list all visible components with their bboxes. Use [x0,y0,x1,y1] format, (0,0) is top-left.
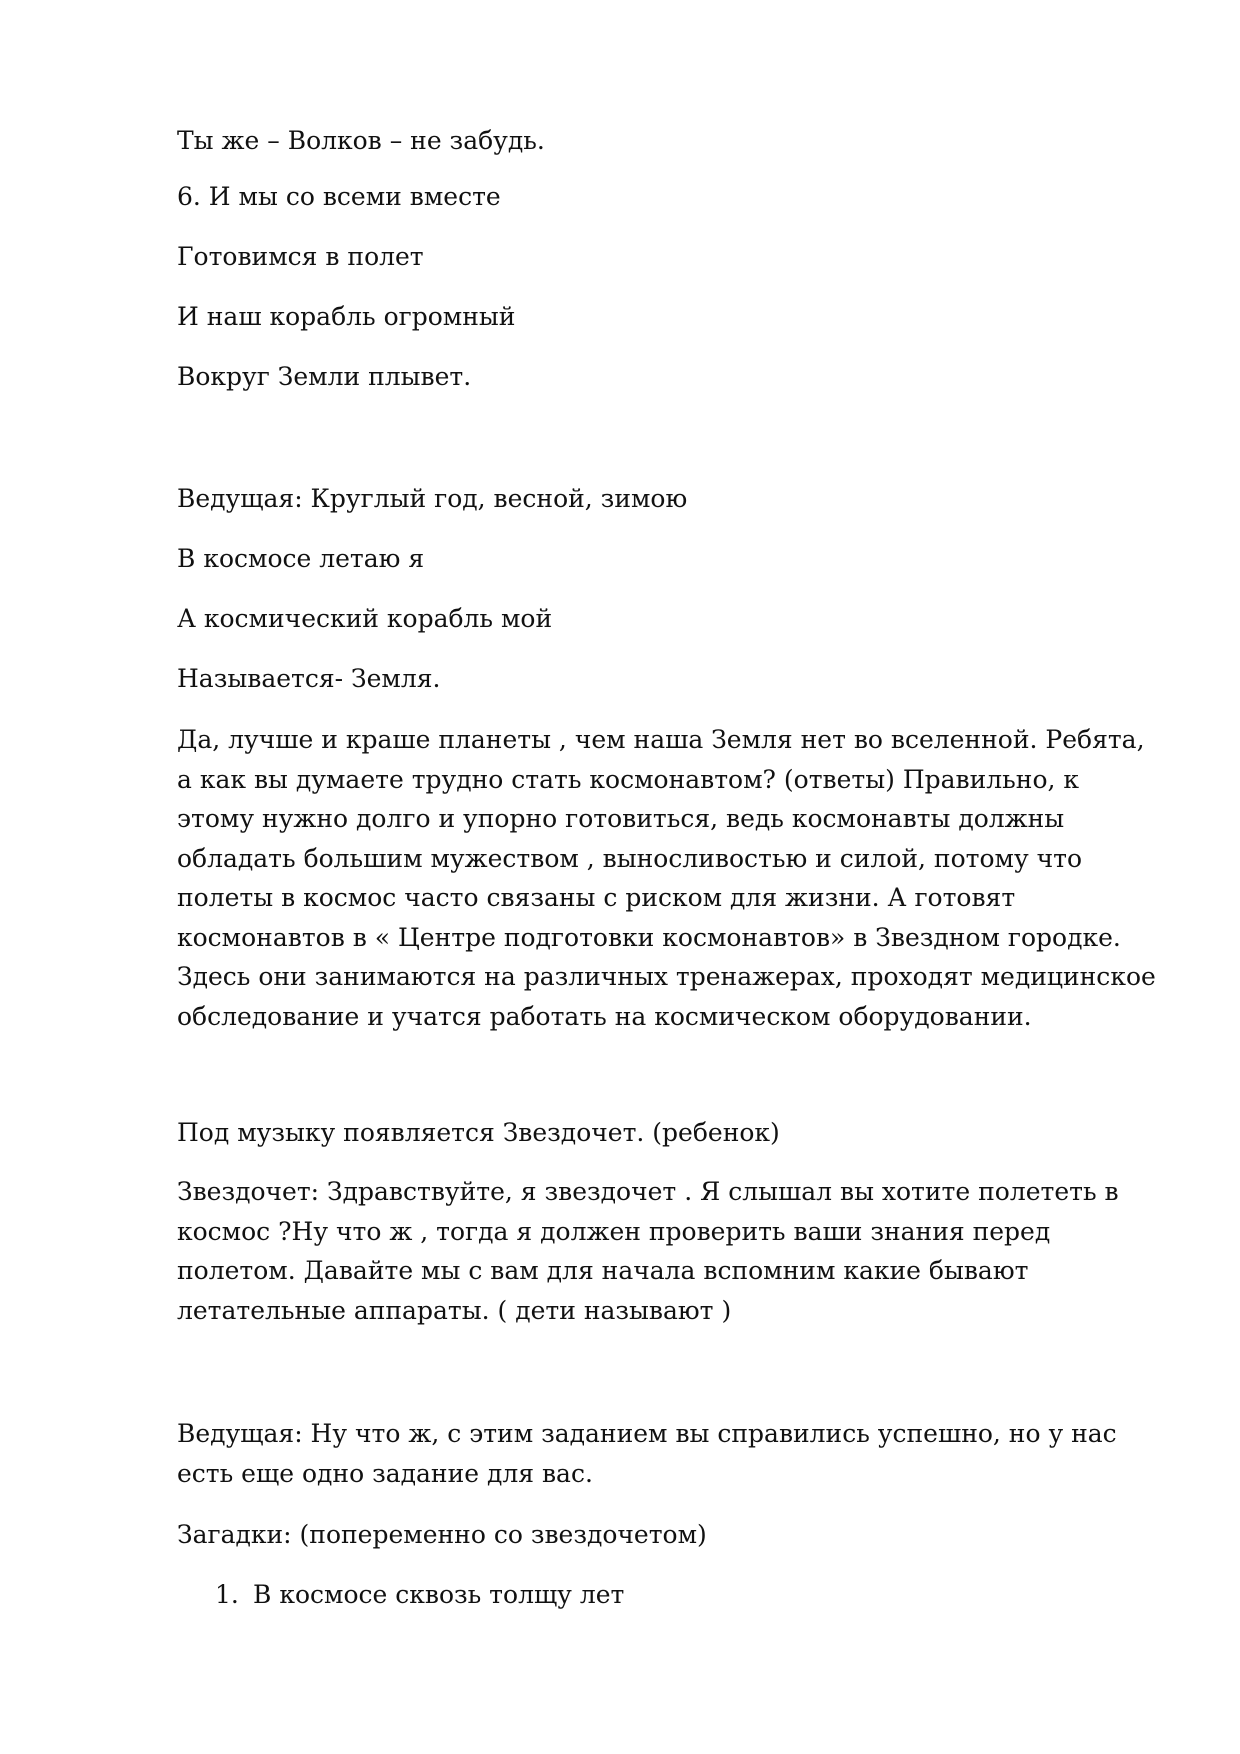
paragraph-row: летательные аппараты. ( дети называют ) [177,1295,732,1325]
paragraph-row: полеты в космос часто связаны с риском для жизни. А готовят [177,883,1016,912]
paragraph-row: Звездочет: Здравствуйте, я звездочет . Я слышал вы хотите полететь в [177,1177,1119,1206]
host-task-paragraph [177,1414,1167,1493]
paragraph-row: есть еще одно задание для вас. [177,1458,593,1488]
poem-line: 6. И мы со всеми вместе [177,182,501,211]
riddles-heading: Загадки: (попеременно со звездочетом) [177,1520,707,1549]
paragraph-row: Ведущая: Ну что ж, с этим заданием вы справились успешно, но у нас [177,1419,1117,1448]
paragraph-row: Здесь они занимаются на различных тренажерах, проходят медицинское [177,962,1156,991]
paragraph-row: обследование и учатся работать на космическом оборудовании. [177,1001,1032,1031]
poem-line: Называется- Земля. [177,664,441,693]
host-speech-paragraph [177,720,1167,1036]
paragraph-row: этому нужно долго и упорно готовиться, ведь космонавты должны [177,804,1065,833]
paragraph-row: космонавтов в « Центре подготовки космонавтов» в Звездном городке. [177,922,1121,952]
paragraph-row: полетом. Давайте мы с вам для начала вспомним какие бывают [177,1256,1029,1285]
poem-line: Готовимся в полет [177,242,424,271]
paragraph-row: космос ?Ну что ж , тогда я должен проверить ваши знания перед [177,1216,1051,1246]
poem-line: А космический корабль мой [177,604,553,633]
poem-line: В космосе летаю я [177,544,425,573]
poem-line: Ведущая: Круглый год, весной, зимою [177,484,688,513]
poem-line: Вокруг Земли плывет. [177,362,472,391]
list-item-text: В космосе сквозь толщу лет [253,1580,625,1609]
list-item-number: 1. [215,1580,239,1609]
paragraph-row: Да, лучше и краше планеты , чем наша Земля нет во вселенной. Ребята, [177,725,1145,754]
paragraph-row: а как вы думаете трудно стать космонавтом? (ответы) Правильно, к [177,764,1080,794]
poem-line: И наш корабль огромный [177,302,516,331]
stage-direction: Под музыку появляется Звездочет. (ребенок) [177,1118,780,1147]
list-item [215,1580,624,1610]
paragraph-row: обладать большим мужеством , выносливостью и силой, потому что [177,843,1083,873]
poem-line: Ты же – Волков – не забудь. [177,126,545,155]
stargazer-speech-paragraph [177,1172,1167,1330]
